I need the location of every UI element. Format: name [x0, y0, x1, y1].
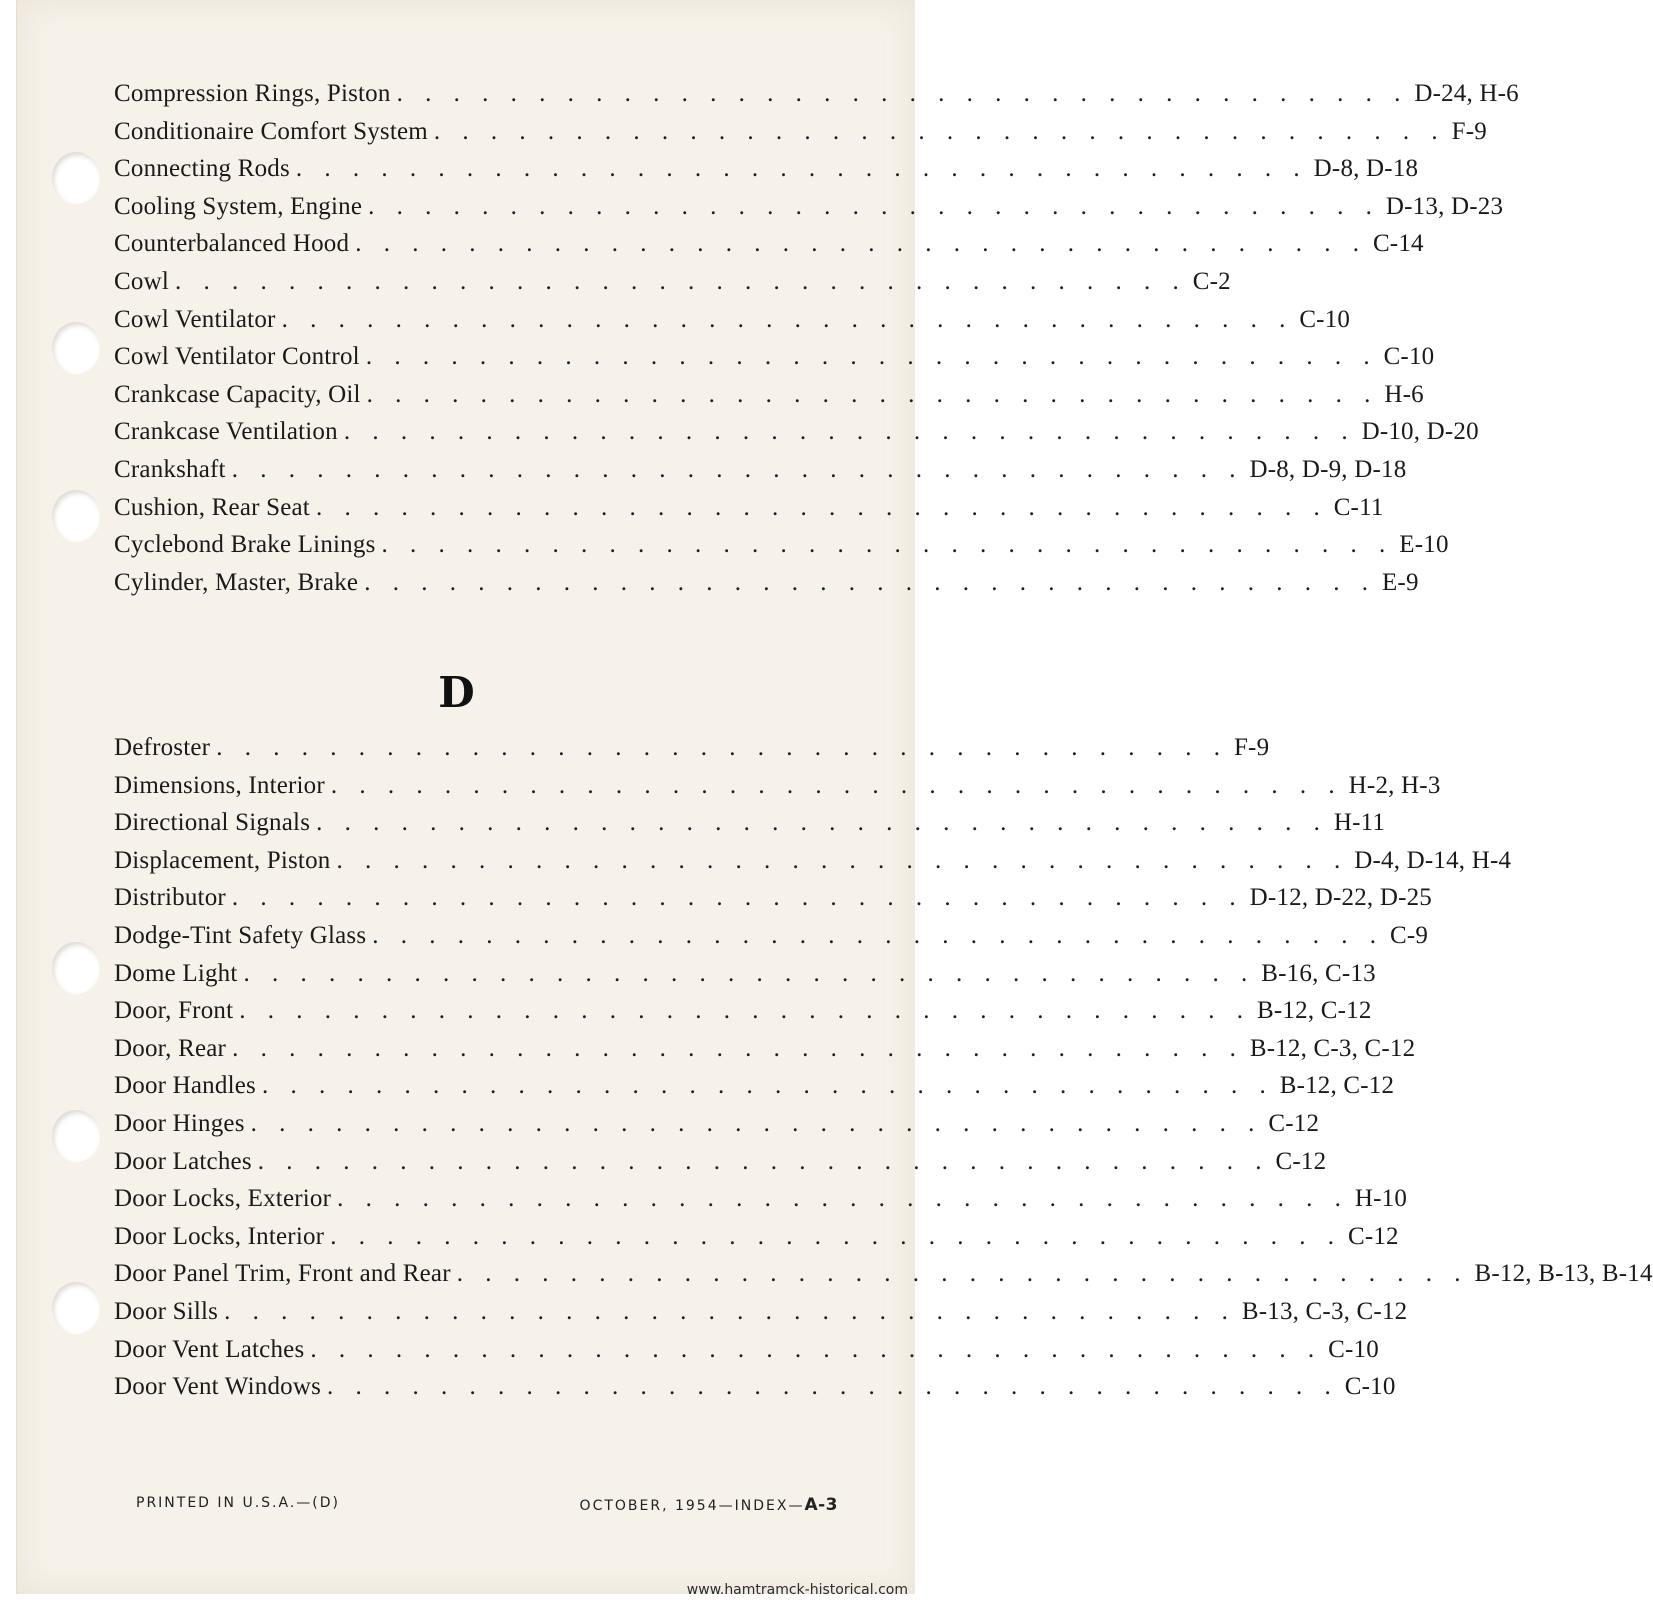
- dot-leader: . . . . . . . . . . . . . . . . . . . . . . . . . . . . . . . . . . . .: [257, 1147, 1270, 1175]
- watermark: www.hamtramck-historical.com: [686, 1582, 908, 1598]
- dot-leader: . . . . . . . . . . . . . . . . . . . . . . . . . . . . . . . . . . . .: [336, 846, 1349, 874]
- index-entry: [114, 1297, 1408, 1336]
- dot-leader: . . . . . . . . . . . . . . . . . . . . . . . . . . . . . . . . . . . .: [231, 455, 1244, 483]
- dot-leader: . . . . . . . . . . . . . . . . . . . . . . . . . . . . . . . . . . . .: [232, 1034, 1244, 1062]
- index-term: Dimensions, Interior: [114, 771, 325, 799]
- index-page-refs: E-9: [1381, 568, 1419, 596]
- index-page-refs: H-10: [1354, 1185, 1408, 1213]
- index-page-refs: C-2: [1192, 267, 1231, 295]
- index-term: Cyclebond Brake Linings: [114, 531, 376, 559]
- index-entry: [114, 884, 1433, 922]
- binder-hole: [52, 152, 100, 204]
- index-term: Connecting Rods: [114, 155, 290, 183]
- index-entry: [114, 997, 1372, 1035]
- index-term: Cowl Ventilator Control: [114, 343, 360, 371]
- index-term: Door Vent Latches: [114, 1335, 305, 1363]
- index-term: Directional Signals: [114, 809, 311, 837]
- index-term: Crankshaft: [114, 455, 226, 483]
- index-entry: [114, 305, 1351, 344]
- index-term: Conditionaire Comfort System: [114, 117, 428, 145]
- index-page-refs: H-11: [1333, 809, 1386, 837]
- index-term: Door Locks, Exterior: [114, 1185, 332, 1213]
- index-page-refs: C-10: [1383, 343, 1435, 371]
- dot-leader: . . . . . . . . . . . . . . . . . . . . . . . . . . . . . . . . . . . .: [365, 343, 1378, 371]
- index-page-refs: B-12, C-12: [1279, 1072, 1395, 1100]
- dot-leader: . . . . . . . . . . . . . . . . . . . . . . . . . . . . . . . . . . . .: [243, 959, 1256, 987]
- dot-leader: . . . . . . . . . . . . . . . . . . . . . . . . . . . . . . . . . . . .: [174, 267, 1187, 295]
- dot-leader: . . . . . . . . . . . . . . . . . . . . . . . . . . . . . . . . . . . .: [315, 493, 1328, 521]
- dot-leader: . . . . . . . . . . . . . . . . . . . . . . . . . . . . . . . . . . . .: [231, 884, 1244, 912]
- index-section-d: [114, 734, 1653, 1411]
- dot-leader: . . . . . . . . . . . . . . . . . . . . . . . . . . . . . . . . . . . .: [310, 1335, 1323, 1363]
- index-page-refs: D-8, D-18: [1313, 155, 1419, 183]
- dot-leader: . . . . . . . . . . . . . . . . . . . . . . . . . . . . . . . . . . . .: [327, 1373, 1339, 1401]
- binder-hole: [52, 942, 100, 994]
- index-term: Distributor: [114, 884, 226, 912]
- index-page-refs: B-12, C-12: [1257, 997, 1372, 1025]
- index-term: Cowl: [114, 267, 169, 295]
- index-section-c: [114, 80, 1519, 606]
- index-term: Counterbalanced Hood: [114, 230, 350, 258]
- index-page-refs: B-12, B-13, B-14: [1474, 1260, 1653, 1288]
- index-term: Door, Rear: [114, 1034, 227, 1062]
- dot-leader: . . . . . . . . . . . . . . . . . . . . . . . . . . . . . . . . . . . .: [368, 192, 1380, 220]
- index-page-refs: C-9: [1390, 921, 1429, 949]
- dot-leader: . . . . . . . . . . . . . . . . . . . . . . . . . . . . . . . . . . . .: [250, 1109, 1263, 1137]
- binder-hole: [52, 322, 100, 374]
- index-page-refs: E-10: [1399, 531, 1449, 559]
- dot-leader: . . . . . . . . . . . . . . . . . . . . . . . . . . . . . . . . . . . .: [364, 568, 1376, 596]
- index-page-refs: F-9: [1451, 117, 1488, 145]
- index-entry: [114, 1335, 1379, 1374]
- dot-leader: . . . . . . . . . . . . . . . . . . . . . . . . . . . . . . . . . . . .: [366, 380, 1379, 408]
- index-term: Crankcase Capacity, Oil: [114, 380, 361, 408]
- index-entry: [114, 267, 1231, 306]
- index-page-refs: D-8, D-9, D-18: [1249, 455, 1407, 483]
- index-entry: [114, 959, 1376, 998]
- index-term: Cooling System, Engine: [114, 192, 363, 220]
- index-page-refs: H-6: [1384, 380, 1424, 408]
- index-entry: [114, 1034, 1416, 1073]
- dot-leader: . . . . . . . . . . . . . . . . . . . . . . . . . . . . . . . . . . . .: [343, 418, 1356, 446]
- dot-leader: . . . . . . . . . . . . . . . . . . . . . . . . . . . . . . . . . . . .: [281, 305, 1294, 333]
- index-entry: [114, 380, 1424, 419]
- dot-leader: . . . . . . . . . . . . . . . . . . . . . . . . . . . . . . . . . . . .: [316, 809, 1328, 837]
- index-page-refs: B-12, C-3, C-12: [1249, 1034, 1416, 1062]
- index-term: Dodge-Tint Safety Glass: [114, 921, 367, 949]
- index-entry: [114, 493, 1384, 532]
- index-page-refs: C-12: [1347, 1222, 1399, 1250]
- binder-hole: [52, 490, 100, 542]
- index-page-refs: C-10: [1328, 1335, 1379, 1363]
- index-page-refs: D-12, D-22, D-25: [1249, 884, 1433, 912]
- index-page-refs: D-10, D-20: [1361, 418, 1479, 446]
- index-page-refs: C-12: [1275, 1147, 1327, 1175]
- index-entry: [114, 846, 1512, 885]
- index-entry: [114, 921, 1429, 960]
- index-term: Door Hinges: [114, 1109, 245, 1137]
- index-term: Crankcase Ventilation: [114, 418, 338, 446]
- index-page-refs: H-2, H-3: [1348, 771, 1441, 799]
- dot-leader: . . . . . . . . . . . . . . . . . . . . . . . . . . . . . . . . . . . .: [456, 1260, 1469, 1288]
- index-page-refs: C-10: [1344, 1373, 1396, 1401]
- dot-leader: . . . . . . . . . . . . . . . . . . . . . . . . . . . . . . . . . . . .: [330, 771, 1343, 799]
- index-page-refs: D-13, D-23: [1385, 192, 1504, 220]
- index-term: Door Handles: [114, 1072, 256, 1100]
- dot-leader: . . . . . . . . . . . . . . . . . . . . . . . . . . . . . . . . . . . .: [337, 1185, 1349, 1213]
- index-entry: [114, 1222, 1399, 1261]
- index-term: Displacement, Piston: [114, 846, 331, 874]
- dot-leader: . . . . . . . . . . . . . . . . . . . . . . . . . . . . . . . . . . . .: [330, 1222, 1342, 1250]
- dot-leader: . . . . . . . . . . . . . . . . . . . . . . . . . . . . . . . . . . . .: [372, 921, 1385, 949]
- index-entry: [114, 418, 1479, 456]
- section-letter-heading: D: [438, 668, 476, 717]
- dot-leader: . . . . . . . . . . . . . . . . . . . . . . . . . . . . . . . . . . . .: [295, 155, 1308, 183]
- index-term: Cowl Ventilator: [114, 305, 276, 333]
- date-index-text: OCTOBER, 1954—INDEX—: [579, 1498, 805, 1514]
- footer-date-index: [520, 1495, 838, 1515]
- dot-leader: . . . . . . . . . . . . . . . . . . . . . . . . . . . . . . . . . . . .: [396, 80, 1409, 107]
- dot-leader: . . . . . . . . . . . . . . . . . . . . . . . . . . . . . . . . . . . .: [216, 734, 1228, 761]
- index-entry: [114, 1260, 1653, 1298]
- index-entry: [114, 155, 1419, 193]
- index-term: Door Vent Windows: [114, 1373, 322, 1401]
- index-entry: [114, 771, 1441, 810]
- index-term: Compression Rings, Piston: [114, 80, 391, 107]
- index-term: Door Locks, Interior: [114, 1222, 325, 1250]
- printed-note: PRINTED IN U.S.A.—(D): [136, 1495, 340, 1511]
- binder-hole: [52, 1110, 100, 1162]
- index-page-refs: C-10: [1299, 305, 1351, 333]
- dot-leader: . . . . . . . . . . . . . . . . . . . . . . . . . . . . . . . . . . . .: [239, 997, 1252, 1025]
- page-number: A-3: [804, 1495, 838, 1515]
- index-page-refs: F-9: [1233, 734, 1270, 761]
- index-page-refs: C-14: [1372, 230, 1424, 258]
- index-entry: [114, 1147, 1327, 1186]
- index-term: Defroster: [114, 734, 211, 761]
- index-entry: [114, 1072, 1395, 1110]
- index-page-refs: B-16, C-13: [1261, 959, 1376, 987]
- index-term: Door Panel Trim, Front and Rear: [114, 1260, 451, 1288]
- dot-leader: . . . . . . . . . . . . . . . . . . . . . . . . . . . . . . . . . . . .: [381, 531, 1394, 559]
- index-term: Cushion, Rear Seat: [114, 493, 310, 521]
- index-page-refs: B-13, C-3, C-12: [1241, 1297, 1408, 1325]
- index-entry: [114, 230, 1424, 268]
- dot-leader: . . . . . . . . . . . . . . . . . . . . . . . . . . . . . . . . . . . .: [433, 117, 1446, 145]
- index-entry: [114, 192, 1504, 231]
- index-term: Door Sills: [114, 1297, 219, 1325]
- binder-hole: [52, 1282, 100, 1334]
- index-term: Door Latches: [114, 1147, 252, 1175]
- index-entry: [114, 809, 1386, 847]
- index-page-refs: D-24, H-6: [1414, 80, 1519, 107]
- dot-leader: . . . . . . . . . . . . . . . . . . . . . . . . . . . . . . . . . . . .: [224, 1297, 1236, 1325]
- index-term: Dome Light: [114, 959, 238, 987]
- index-entry: [114, 1109, 1320, 1148]
- index-entry: [114, 80, 1519, 118]
- index-entry: [114, 455, 1407, 494]
- index-entry: [114, 1185, 1408, 1223]
- index-term: Door, Front: [114, 997, 234, 1025]
- index-entry: [114, 1373, 1396, 1411]
- index-entry: [114, 734, 1270, 772]
- index-page-refs: C-11: [1333, 493, 1384, 521]
- index-term: Cylinder, Master, Brake: [114, 568, 359, 596]
- index-page-refs: C-12: [1268, 1109, 1320, 1137]
- index-entry: [114, 568, 1419, 607]
- dot-leader: . . . . . . . . . . . . . . . . . . . . . . . . . . . . . . . . . . . .: [261, 1072, 1274, 1100]
- index-entry: [114, 343, 1435, 381]
- dot-leader: . . . . . . . . . . . . . . . . . . . . . . . . . . . . . . . . . . . .: [355, 230, 1367, 258]
- index-entry: [114, 531, 1449, 569]
- index-entry: [114, 117, 1488, 156]
- index-page-refs: D-4, D-14, H-4: [1354, 846, 1512, 874]
